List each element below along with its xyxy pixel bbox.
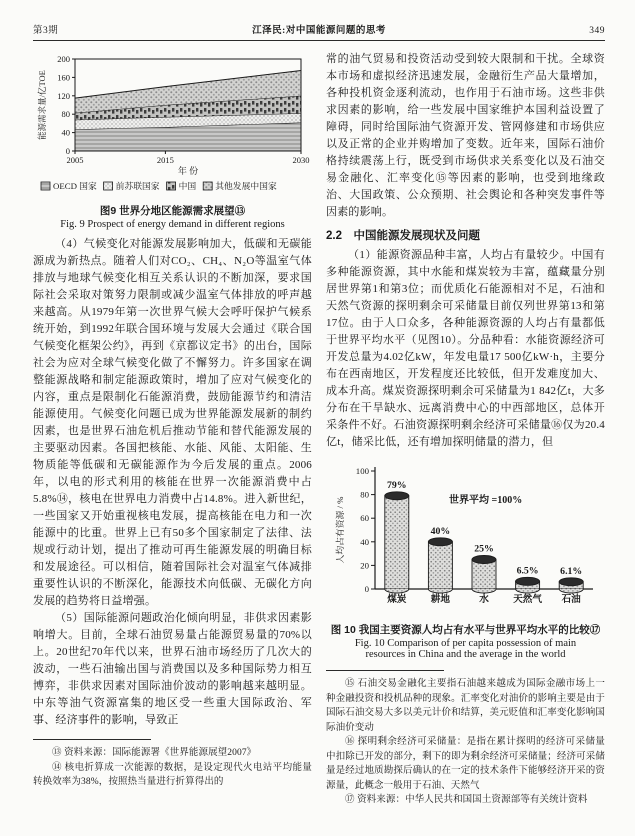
svg-text:6.1%: 6.1%: [559, 565, 582, 577]
svg-text:年 份: 年 份: [177, 166, 198, 176]
svg-text:160: 160: [56, 72, 70, 83]
svg-text:120: 120: [56, 90, 70, 101]
svg-text:2030: 2030: [292, 155, 309, 165]
paragraph-4: （4）气候变化对能源发展影响加大，低碳和无碳能源成为新热点。随着人们对CO₂、CH₄、N₂O等温室气体排放与地球气候变化相互关系认识的不断加深，要求国际社会采取对策努力限制或减少温室气体排放的呼声越来越高。从1979年第一次世界气候大会呼吁保护气候系统开始，到1992年联合国环境与发展大会通过《联合国气候变化框架公约》，再到《京都议定书》的出台，国际社会为应对全球气候变化做了不懈努力。许多国家在调整能源战略和制定能源政策时，增加了应对气候变化的内容，重点是限制化石能源消费，鼓励能源节约和清洁能源使用。气候变化问题已成为世界能源发展新的制约因素，也是世界石油危机后推动节能和替代能源发展的主要驱动因素。各国把核能、水能、风能、太阳能、生物质能等低碳和无碳能源作为今后发展的重点。2006年，以电的形式利用的核能在世界一次能源消费中占5.8%⑭，核电在世界电力消费中占14.8%。进入新世纪，一些国家又开始重视核电发展，提高核能在电力和一次能源中的比重。世界上已有50多个国家制定了法律、法规或行动计划，提出了推动可再生能源发展的明确目标和发展途径。可以相信，随着国际社会对温室气体减排重要性认识的不断深化，能源技术向低碳、无碳化方向发展的趋势将日益增强。: [33, 238, 312, 607]
two-column-layout: [33, 51, 605, 808]
svg-text:世界平均 =100%: 世界平均 =100%: [448, 495, 522, 506]
page-number: 349: [589, 26, 605, 36]
svg-text:100: 100: [355, 466, 369, 476]
svg-text:人均占有资源 / %: 人均占有资源 / %: [334, 496, 345, 564]
svg-text:20: 20: [359, 560, 369, 571]
svg-text:2005: 2005: [66, 155, 83, 165]
svg-text:2015: 2015: [156, 155, 174, 165]
svg-text:60: 60: [359, 513, 369, 524]
paragraph-5: （5）国际能源问题政治化倾向明显，非供求因素影响增大。目前，全球石油贸易量占能源贸易量的70%以上。20世纪70年代以来，世界石油市场经历了几次大的波动，一些石油输出国与消费国以及多种国际势力相互博弈，非供求因素对国际油价波动的影响越来越明显。中东等油气资源富集的地区受一些重大国际政治、军事、经济事件的影响，导致正: [33, 612, 312, 726]
footnote-16: ⑯ 探明剩余经济可采储量：是指在累计探明的经济可采储量中扣除已开发的部分，剩下的即为剩余经济可采储量；经济可采储量是经过地质勘探后确认的在一定的技术条件下能够经济开采的资源量，此概念一般用于石油、天然气: [326, 737, 605, 791]
svg-text:耕地: 耕地: [430, 594, 450, 605]
svg-text:天然气: 天然气: [512, 594, 542, 605]
footnote-14: ⑭ 核电折算成一次能源的数据，是设定现代火电站平均能量转换效率为38%，按照热当量进行折算得出的: [33, 762, 312, 787]
svg-text:水: 水: [478, 594, 489, 605]
footnote-17: ⑰ 资料来源：中华人民共和国国土资源部等有关统计资料: [345, 795, 588, 805]
svg-text:OECD 国家: OECD 国家: [52, 181, 97, 191]
footnote-15: ⑮ 石油交易金融化主要指石油越来越成为国际金融市场上一种金融投资和投机品种的现象。汇率变化对油价的影响主要是由于国际石油交易大多以美元计价和结算，美元贬值和汇率变化影响国际油价变动: [326, 679, 605, 733]
figure-10-block: [326, 457, 605, 660]
svg-text:40: 40: [61, 127, 70, 138]
svg-text:前苏联国家: 前苏联国家: [115, 181, 160, 191]
right-column: [326, 51, 605, 808]
svg-text:200: 200: [56, 54, 70, 64]
svg-text:0: 0: [65, 146, 70, 156]
figure-10-bar-chart: [331, 457, 601, 620]
running-title: 江泽民:对中国能源问题的思考: [252, 26, 386, 36]
figure-9-stacked-area-chart: [35, 51, 311, 201]
right-footnote-separator: [326, 670, 444, 671]
paragraph-continuation: 常的油气贸易和投资活动受到较大限制和干扰。全球资本市场和虚拟经济迅速发展，金融衍生产品大量增加，各种投机资金逐利流动，也作用于石油市场。这些非供求因素的影响，给一些发展中国家维护本国利益设置了障碍，同时给国际油气资源开发、管网修建和市场供应以及正常的企业并购增加了变数。近年来，国际石油价格持续震荡上行，既受到市场供求关系变化以及石油交易金融化、汇率变化⑮等因素的影响，也受到地缘政治、大国政策、公众预期、社会舆论和各种突发事件等因素的影响。: [326, 53, 605, 218]
figure-10-caption-en-line2: resources in China and the average in the world: [365, 649, 566, 660]
svg-text:40: 40: [359, 536, 369, 547]
figure-10-caption-cn: 图 10 我国主要资源人均占有水平与世界平均水平的比较⑰: [330, 624, 601, 636]
svg-text:80: 80: [359, 489, 369, 500]
svg-text:石油: 石油: [561, 594, 581, 605]
svg-text:中国: 中国: [178, 181, 196, 191]
figure-9-caption-cn: 图9 世界分地区能源需求展望⑬: [99, 205, 246, 217]
paragraph-1: （1）能源资源品种丰富，人均占有量较少。中国有多种能源资源，其中水能和煤炭较为丰富，蕴藏量分别居世界第1和第3位；而优质化石能源相对不足，石油和天然气资源的探明剩余可采储量目前仅列世界第13和第17位。由于人口众多，各种能源资源的人均占有量都低于世界平均水平（见图10）。分品种看：水能资源经济可开发总量为4.02亿kW，年发电量17 500亿kW·h，主要分布在西南地区，开发程度还比较低，但开发难度加大、成本升高。煤炭资源探明剩余可采储量为1 842亿t，大多分布在干旱缺水、远离消费中心的中西部地区，总体开采条件不好。石油资源探明剩余经济可采储量⑯仅为20.4亿t，储采比低，还有增加探明储量的潜力，但: [326, 249, 605, 448]
figure-9-caption-en: Fig. 9 Prospect of energy demand in different regions: [60, 219, 285, 230]
svg-text:79%: 79%: [386, 479, 407, 491]
svg-text:能源需求量/亿TOE: 能源需求量/亿TOE: [36, 70, 47, 140]
header-rule: [33, 40, 605, 41]
svg-text:80: 80: [61, 109, 70, 120]
page-inner: [33, 22, 605, 808]
journal-issue: 第3期: [33, 26, 59, 36]
svg-text:25%: 25%: [473, 543, 494, 555]
section-heading-2-2: 2.2 中国能源发展现状及问题: [326, 230, 480, 242]
left-column: [33, 51, 312, 808]
left-footnote-separator: [33, 739, 151, 740]
svg-text:煤炭: 煤炭: [386, 594, 406, 605]
svg-text:40%: 40%: [430, 525, 450, 537]
svg-text:6.5%: 6.5%: [516, 565, 539, 577]
figure-10-caption-en-line1: Fig. 10 Comparison of per capita possession of main: [354, 638, 577, 649]
figure-9-block: [33, 51, 312, 230]
running-header: [33, 22, 605, 36]
footnote-13: ⑬ 资料来源：国际能源署《世界能源展望2007》: [52, 748, 257, 758]
svg-text:0: 0: [364, 584, 369, 594]
svg-text:其他发展中国家: 其他发展中国家: [214, 181, 277, 191]
